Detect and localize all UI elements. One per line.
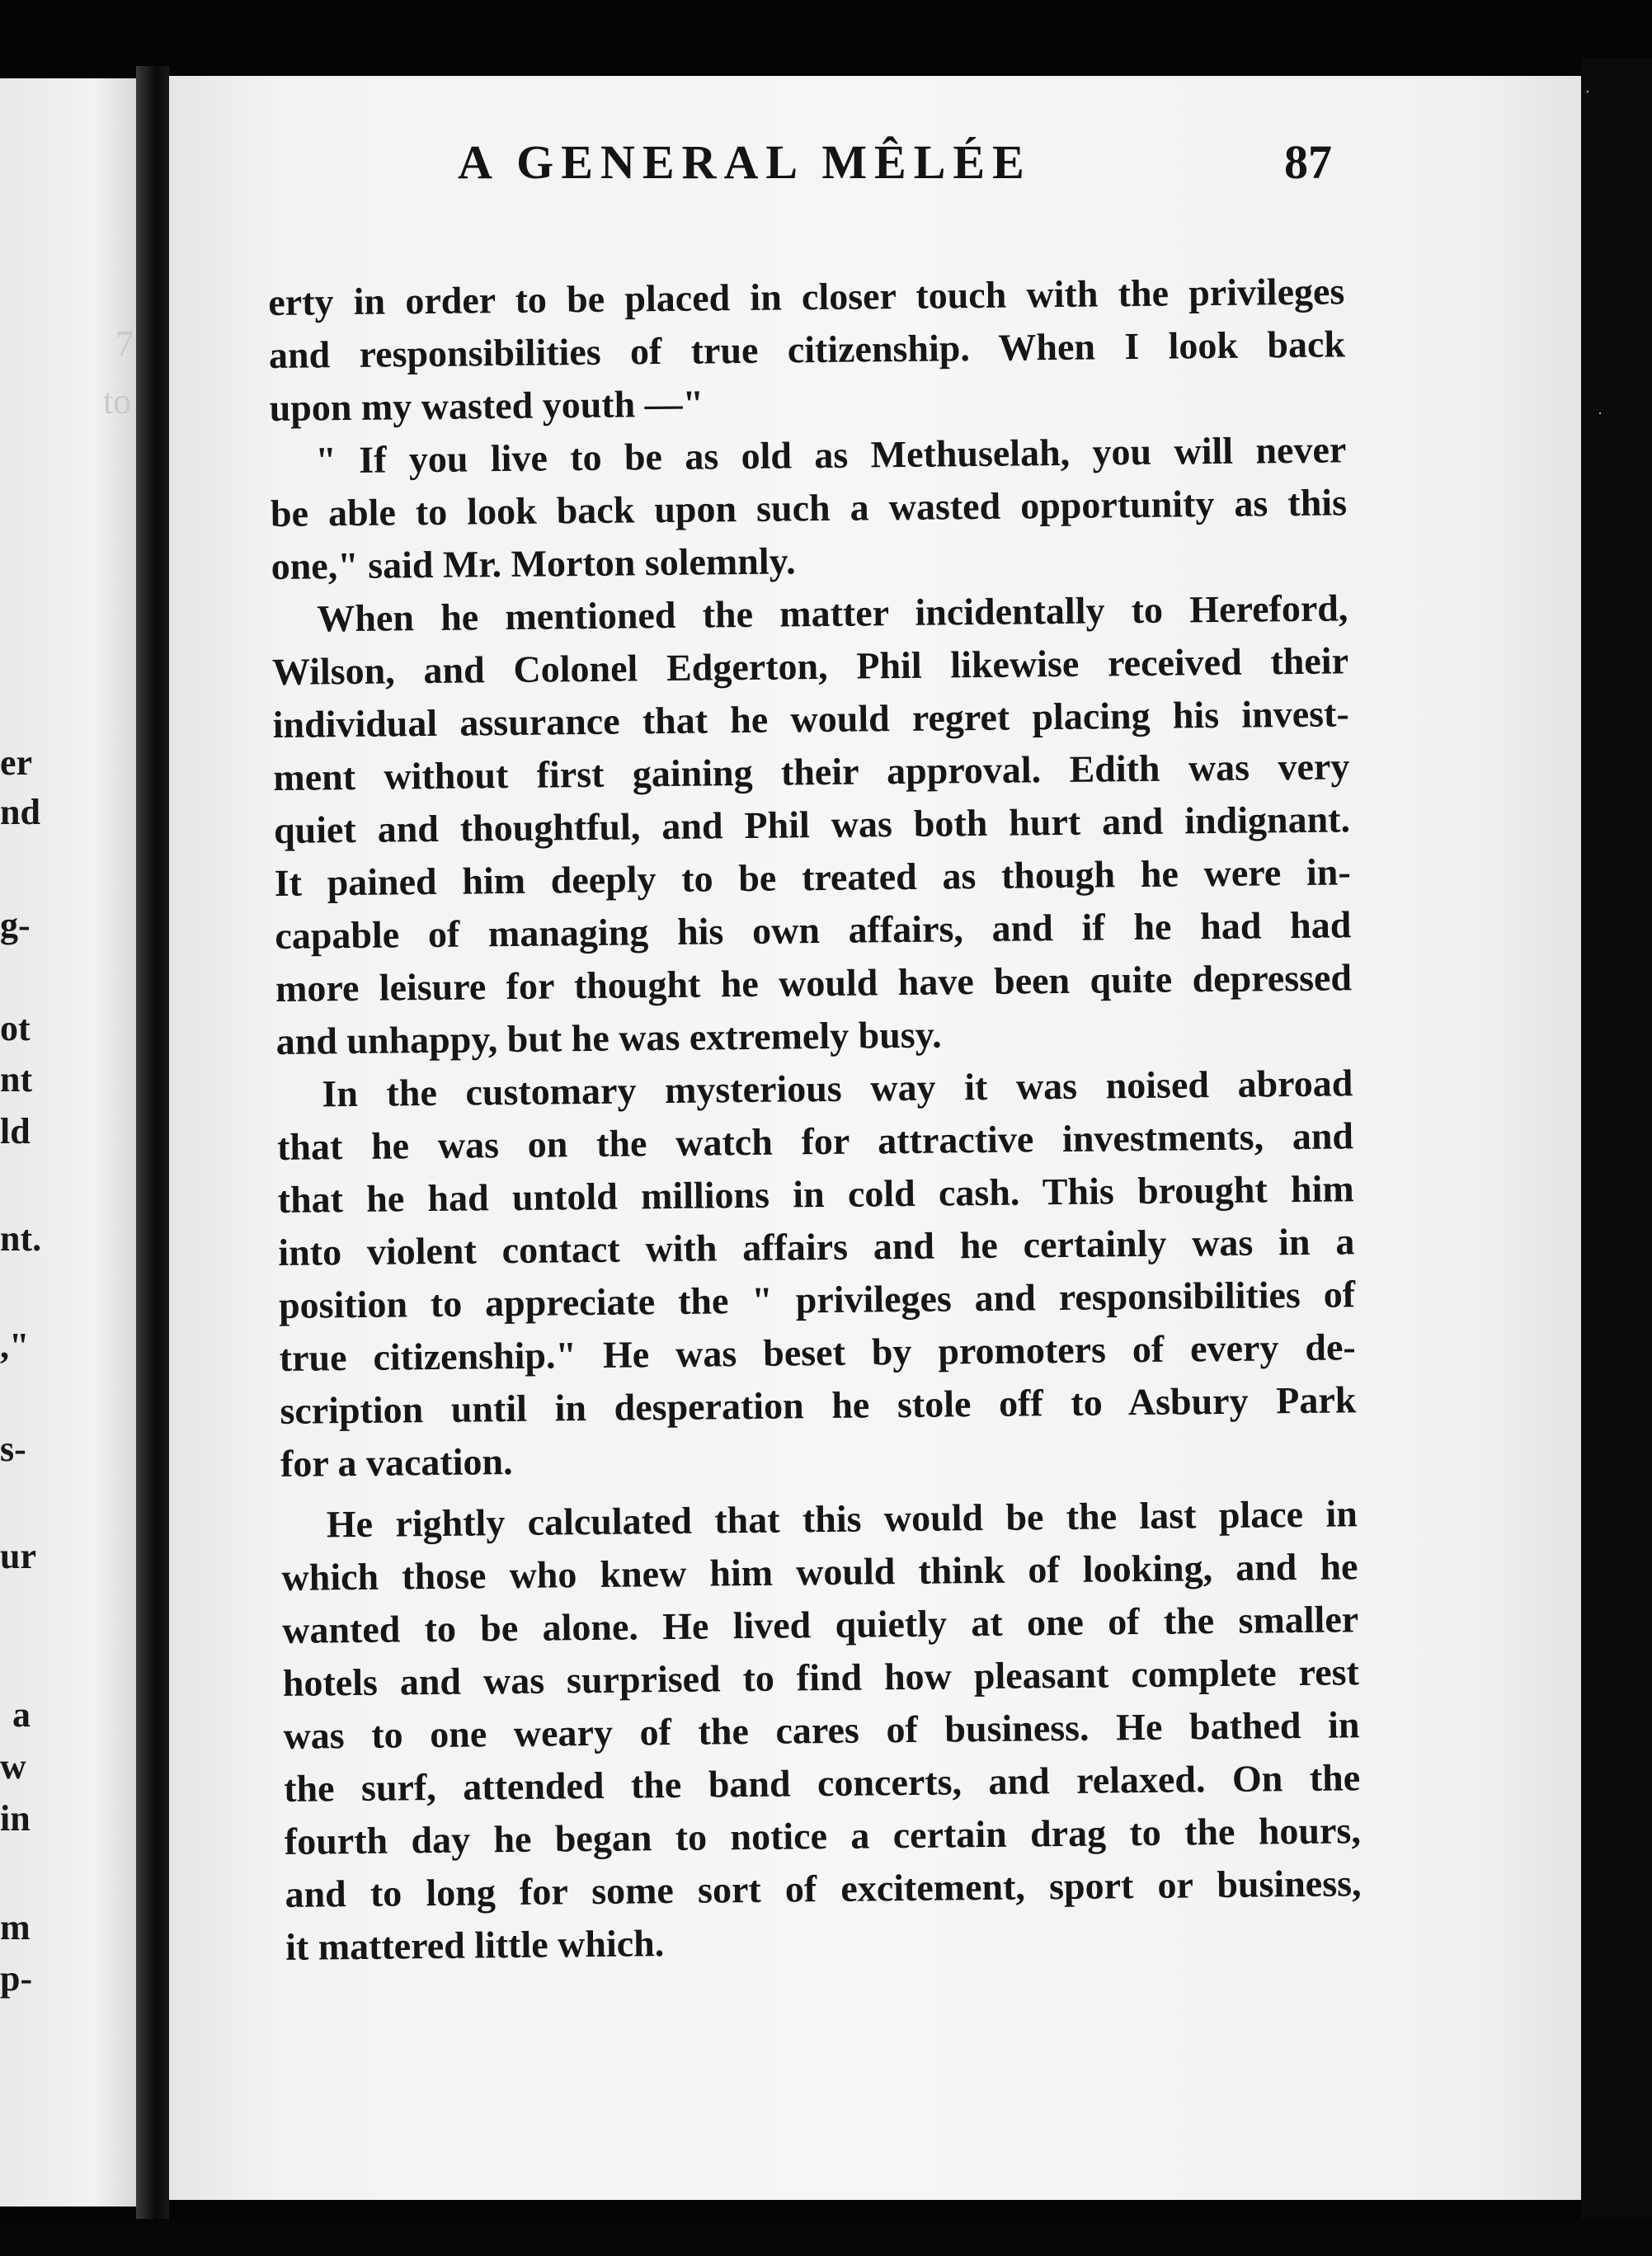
text-line: the surf, attended the band concerts, and relaxed. On the <box>283 1756 1361 1810</box>
text-line: position to appreciate the " privileges and responsibilities of <box>278 1273 1356 1326</box>
text-line: and responsibilities of true citizenship. When I look back <box>268 323 1346 376</box>
page-number: 87 <box>1284 135 1332 189</box>
paragraph <box>270 423 1348 593</box>
left-page-fragment: nt <box>0 1059 33 1100</box>
left-page-fragment: s- <box>0 1429 26 1469</box>
text-line: Wilson, and Colonel Edgerton, Phil likewise received their <box>271 639 1349 693</box>
text-line: and to long for some sort of excitement, sport or business, <box>285 1862 1362 1915</box>
scan-bottom-edge <box>0 2219 1652 2256</box>
paragraph <box>281 1487 1363 1974</box>
running-head <box>293 128 1332 194</box>
scan-speck: · <box>1585 82 1590 99</box>
left-page-fragment: ur <box>0 1536 36 1576</box>
paragraph <box>268 265 1346 435</box>
text-line: more leisure for thought he would have been quite depressed <box>275 956 1353 1010</box>
body-text <box>268 265 1362 1974</box>
text-line: and unhappy, but he was extremely busy. <box>275 1013 942 1062</box>
text-line: individual assurance that he would regret placing his invest- <box>272 692 1349 746</box>
left-page-fragment: nt. <box>0 1218 42 1259</box>
book-gutter <box>136 66 169 2223</box>
paragraph <box>276 1057 1357 1491</box>
left-page-fragment: g- <box>0 905 31 945</box>
left-page-fragment: in <box>0 1798 31 1839</box>
left-page-fragment: er <box>0 742 33 783</box>
text-line: erty in order to be placed in closer touch with the privileges <box>268 270 1345 323</box>
text-line: In the customary mysterious way it was noised abroad <box>322 1062 1353 1115</box>
chapter-title: A GENERAL MÊLÉE <box>458 135 1032 189</box>
left-page-fragment: m <box>0 1907 31 1948</box>
text-line: upon my wasted youth —" <box>269 382 704 429</box>
text-line: quiet and thoughtful, and Phil was both hurt and indignant. <box>273 798 1351 851</box>
text-line: was to one weary of the cares of business. He bathed in <box>283 1703 1360 1757</box>
text-line: " If you live to be as old as Methuselah, you will never <box>315 428 1347 482</box>
text-line: scription until in desperation he stole off to Asbury Park <box>280 1378 1357 1432</box>
text-line: fourth day he began to notice a certain drag to the hours, <box>284 1809 1362 1863</box>
text-line: for a vacation. <box>280 1439 513 1485</box>
text-line: It pained him deeply to be treated as though he were in- <box>274 850 1351 904</box>
paragraph <box>271 582 1353 1068</box>
scan-speck: · <box>1598 404 1603 421</box>
left-page-fragment: ," <box>0 1326 30 1366</box>
text-line: that he was on the watch for attractive investments, and <box>276 1114 1354 1168</box>
text-line: which those who knew him would think of looking, and he <box>281 1545 1358 1599</box>
left-page-fragment: ot <box>0 1008 31 1048</box>
left-page-edge <box>0 78 136 2207</box>
text-line: into violent contact with affairs and he certainly was in a <box>278 1220 1355 1274</box>
text-line: He rightly calculated that this would be the last place in <box>326 1492 1358 1546</box>
right-page-edge <box>1581 58 1652 2256</box>
text-line: When he mentioned the matter incidentally to Hereford, <box>317 586 1348 640</box>
left-page-fragment: ld <box>0 1111 31 1152</box>
text-line: ment without first gaining their approval. Edith was very <box>273 745 1350 798</box>
left-page-fragment: nd <box>0 792 40 832</box>
left-page-fragment: a <box>12 1694 31 1735</box>
text-line: one," said Mr. Morton solemnly. <box>271 539 796 587</box>
text-line: capable of managing his own affairs, and if he had had <box>275 903 1352 957</box>
text-line: true citizenship." He was beset by promoters of every de- <box>279 1326 1356 1379</box>
text-line: be able to look back upon such a wasted opportunity as this <box>270 481 1348 535</box>
text-line: hotels and was surprised to find how pleasant complete rest <box>282 1651 1360 1704</box>
text-line: that he had untold millions in cold cash. This brought him <box>277 1167 1354 1221</box>
left-page-fragment: w <box>0 1746 26 1787</box>
left-page-fragment: to <box>103 381 132 422</box>
left-page-fragment: 7 <box>115 323 134 364</box>
text-line: wanted to be alone. He lived quietly at one of the smaller <box>281 1598 1359 1651</box>
left-page-fragment: p- <box>0 1958 33 1999</box>
text-line: it mattered little which. <box>285 1922 665 1968</box>
